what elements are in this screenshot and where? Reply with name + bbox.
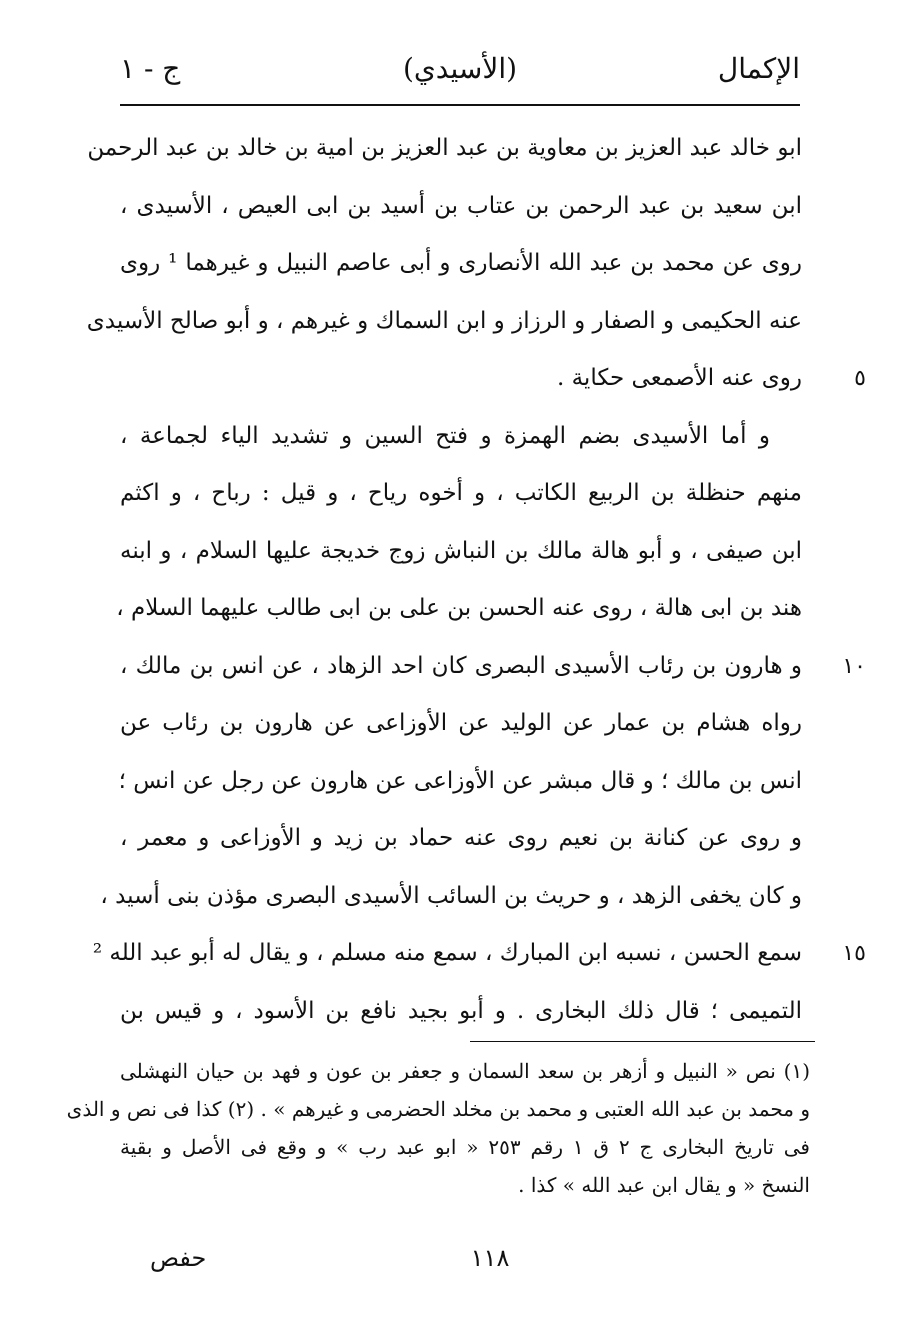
text-line bbox=[110, 408, 810, 466]
footnote-line: النسخ « و يقال ابن عبد الله » كذا . bbox=[518, 1173, 810, 1197]
line-text: و أما الأسيدى بضم الهمزة و فتح السين و تشديد الياء لجماعة ، bbox=[120, 422, 770, 449]
text-line bbox=[110, 465, 810, 523]
line-text: عنه الحكيمى و الصفار و الرزاز و ابن السماك و غيرهم ، و أبو صالح الأسيدى bbox=[86, 307, 802, 334]
text-line bbox=[92, 925, 866, 983]
text-line bbox=[110, 580, 810, 638]
footnotes bbox=[66, 1052, 810, 1204]
line-text: ابو خالد عبد العزيز بن معاوية بن عبد العزيز بن امية بن خالد بن عبد الرحمن bbox=[87, 135, 802, 161]
line-text: رواه هشام بن عمار عن الوليد عن الأوزاعى عن هارون بن رئاب عن bbox=[120, 710, 802, 736]
line-text: و كان يخفى الزهد ، و حريث بن السائب الأسيدى البصرى مؤذن بنى أسيد ، bbox=[100, 882, 802, 909]
line-number: ١٠ bbox=[842, 653, 866, 679]
text-line bbox=[86, 293, 810, 351]
text-line bbox=[100, 868, 810, 926]
footnote-line: (١) نص « النبيل و أزهر بن سعد السمان و جعفر بن عون و فهد بن حيان النهشلى bbox=[120, 1059, 810, 1083]
line-number: ١٥ bbox=[842, 941, 866, 966]
line-text: ابن سعيد بن عبد الرحمن بن عتاب بن أسيد بن ابى العيص ، الأسيدى ، bbox=[120, 192, 802, 219]
running-header bbox=[120, 52, 800, 98]
text-line bbox=[110, 983, 810, 1041]
text-line bbox=[110, 235, 810, 293]
entry-title: (الأسيدي) bbox=[402, 52, 518, 85]
book-title: الإكمال bbox=[717, 52, 800, 85]
line-text: سمع الحسن ، نسبه ابن المبارك ، سمع منه مسلم ، و يقال له أبو عبد الله ² bbox=[92, 940, 802, 966]
text-line bbox=[110, 523, 810, 581]
text-line bbox=[110, 178, 810, 236]
line-text: ابن صيفى ، و أبو هالة مالك بن النباش زوج خديجة عليها السلام ، و ابنه bbox=[120, 537, 802, 564]
volume-number: ج - ١ bbox=[120, 52, 181, 85]
page-footer bbox=[150, 1244, 830, 1284]
text-line bbox=[110, 638, 866, 696]
line-text: منهم حنظلة بن الربيع الكاتب ، و أخوه رياح ، و قيل : رباح ، و اكثم bbox=[120, 480, 802, 506]
main-text bbox=[86, 120, 866, 1040]
text-line bbox=[87, 120, 810, 178]
footnote-line: و محمد بن عبد الله العتبى و محمد بن مخلد الحضرمى و غيرهم » . (٢) كذا فى نص و الذى bbox=[66, 1097, 810, 1121]
text-line bbox=[110, 695, 810, 753]
line-text: التميمى ؛ قال ذلك البخارى . و أبو بجيد نافع بن الأسود ، و قيس بن bbox=[120, 997, 802, 1024]
header-rule bbox=[120, 104, 800, 106]
line-text: انس بن مالك ؛ و قال مبشر عن الأوزاعى عن هارون عن رجل عن انس ؛ bbox=[118, 767, 802, 794]
line-text: روى عن محمد بن عبد الله الأنصارى و أبى عاصم النبيل و غيرهما ¹ روى bbox=[120, 250, 802, 276]
line-text: هند بن ابى هالة ، روى عنه الحسن بن على بن ابى طالب عليهما السلام ، bbox=[116, 595, 802, 621]
text-line bbox=[110, 810, 810, 868]
line-text: و هارون بن رئاب الأسيدى البصرى كان احد الزهاد ، عن انس بن مالك ، bbox=[120, 652, 802, 679]
footnote-rule bbox=[470, 1041, 815, 1042]
text-line bbox=[110, 753, 810, 811]
page-number: ١١٨ bbox=[470, 1244, 510, 1272]
catchword: حفص bbox=[150, 1244, 207, 1272]
line-text: و روى عن كنانة بن نعيم روى عنه حماد بن زيد و الأوزاعى و معمر ، bbox=[120, 825, 802, 851]
text-line bbox=[110, 350, 866, 408]
footnote-line: فى تاريخ البخارى ج ٢ ق ١ رقم ٢٥٣ « ابو عبد رب » و وقع فى الأصل و بقية bbox=[120, 1135, 810, 1159]
line-number: ٥ bbox=[854, 366, 866, 391]
line-text: روى عنه الأصمعى حكاية . bbox=[556, 365, 802, 391]
